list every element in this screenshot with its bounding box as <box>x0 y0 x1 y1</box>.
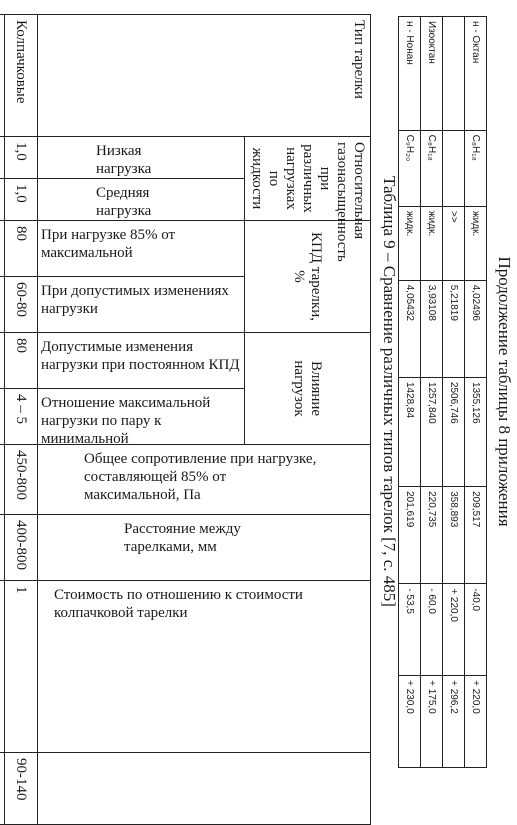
continuation-table <box>398 16 487 768</box>
continuation-cell-v5: + 296,2 <box>443 676 465 768</box>
table9-cell-res: 450-800 <box>5 445 38 515</box>
continuation-cell-v3: 201,619 <box>399 487 421 584</box>
continuation-cell-formula: C₈H₁₈ <box>465 130 487 206</box>
continuation-cell-name: н - Нонан <box>399 17 421 131</box>
table9-cell-res <box>0 445 5 515</box>
continuation-cell-v2: 1428,84 <box>399 377 421 486</box>
table9-cell-k85: 80 <box>5 221 38 277</box>
continuation-cell-phase: жидк. <box>399 206 421 280</box>
header-kpd-85 <box>38 221 245 277</box>
continuation-row <box>443 17 465 768</box>
table9-cell-iallow: 80 <box>5 333 38 389</box>
continuation-cell-phase: >> <box>443 206 465 280</box>
continuation-row <box>399 17 421 768</box>
table9-cell-iratio: 4 – 5 <box>5 389 38 445</box>
table9-cell-mid: 1,0 <box>5 179 38 221</box>
table9-cell-low: 1,0 <box>5 137 38 179</box>
continuation-cell-phase: жидк. <box>465 206 487 280</box>
table9-row <box>5 15 38 825</box>
header-kpd: КПД тарелки, % <box>245 221 371 333</box>
table9-cell-iallow <box>0 333 5 389</box>
continuation-row <box>421 17 443 768</box>
header-distance-text: Расстояние между тарелками, мм <box>124 521 241 556</box>
header-type: Тип тарелки <box>38 15 371 137</box>
header-infl-allow <box>38 333 245 389</box>
table9-title: Таблица 9 – Сравнение различных типов тарелок [7, с. 485] <box>380 176 399 607</box>
continuation-cell-name <box>443 17 465 131</box>
header-gas-low <box>38 137 245 179</box>
continuation-cell-v1: 5,21819 <box>443 280 465 377</box>
continuation-cell-phase: жидк. <box>421 206 443 280</box>
table9 <box>0 14 371 825</box>
table9-cell-type: Колпачковые <box>5 15 38 137</box>
continuation-cell-formula: C₈H₁₈ <box>421 130 443 206</box>
table9-cell-dist <box>0 515 5 581</box>
continuation-cell-v4: - 60,0 <box>421 584 443 676</box>
table9-cell-kallow <box>0 277 5 333</box>
continuation-row <box>465 17 487 768</box>
continuation-cell-formula <box>443 130 465 206</box>
header-resistance-text: Общее сопротивление при нагрузке, составляющей 85% от максимальной, Па <box>84 451 317 504</box>
table9-cell-dist: 400-800 <box>5 515 38 581</box>
header-influence: Влияние нагрузок <box>245 333 371 445</box>
table9-cell-last: 90-140 <box>5 753 38 825</box>
header-infl-ratio <box>38 389 245 448</box>
header-cost-text: Стоимость по отношению к стоимости колпачковой тарелки <box>54 587 303 622</box>
continuation-cell-v2: 1355,126 <box>465 377 487 486</box>
header-infl-ratio-text: Отношение максимальной нагрузки по пару к минимальной <box>41 395 211 448</box>
header-gas-text: Относительная газонасыщенность при различных нагрузках по жидкости <box>249 142 367 262</box>
continuation-cell-v4: - 53,5 <box>399 584 421 676</box>
header-resistance <box>38 445 371 515</box>
header-cost <box>38 581 371 753</box>
continuation-cell-formula: C₉H₂₀ <box>399 130 421 206</box>
header-distance <box>38 515 371 581</box>
header-gas-low-text: Низкая нагрузка <box>96 143 152 177</box>
continuation-cell-v1: 4,05432 <box>399 280 421 377</box>
table9-cell-low <box>0 137 5 179</box>
table9-cell-k85 <box>0 221 5 277</box>
continuation-cell-v3: 220,735 <box>421 487 443 584</box>
continuation-cell-v4: -40,0 <box>465 584 487 676</box>
header-kpd-allow <box>38 277 245 333</box>
table9-cell-type <box>0 15 5 137</box>
continuation-cell-name: н - Октан <box>465 17 487 131</box>
continuation-cell-v1: 4,02496 <box>465 280 487 377</box>
continuation-cell-v1: 3,93108 <box>421 280 443 377</box>
continuation-cell-v3: 209,517 <box>465 487 487 584</box>
continuation-cell-name: Изооктан <box>421 17 443 131</box>
continuation-cell-v5: + 220,0 <box>465 676 487 768</box>
continuation-cell-v5: + 175,0 <box>421 676 443 768</box>
table9-cell-mid <box>0 179 5 221</box>
header-gas-mid-text: Средняя нагрузка <box>96 185 152 219</box>
header-gas-mid <box>38 179 245 221</box>
header-last <box>38 753 371 825</box>
table9-row <box>0 15 5 825</box>
table9-cell-last <box>0 753 5 825</box>
header-kpd-85-text: При нагрузке 85% от максимальной <box>41 227 176 262</box>
continuation-cell-v3: 358,893 <box>443 487 465 584</box>
header-infl-allow-text: Допустимые изменения нагрузки при постоянном КПД <box>41 339 240 374</box>
continuation-cell-v4: + 220,0 <box>443 584 465 676</box>
continuation-cell-v2: 2506,746 <box>443 377 465 486</box>
header-gas <box>245 137 371 262</box>
continuation-cell-v5: + 230,0 <box>399 676 421 768</box>
continuation-title: Продолжение таблицы 8 приложения <box>495 256 514 527</box>
continuation-cell-v2: 1257,840 <box>421 377 443 486</box>
table9-cell-iratio <box>0 389 5 445</box>
table9-cell-kallow: 60-80 <box>5 277 38 333</box>
table9-cell-cost <box>0 581 5 753</box>
header-kpd-allow-text: При допустимых изменениях нагрузки <box>41 283 229 318</box>
table9-cell-cost: 1 <box>5 581 38 753</box>
